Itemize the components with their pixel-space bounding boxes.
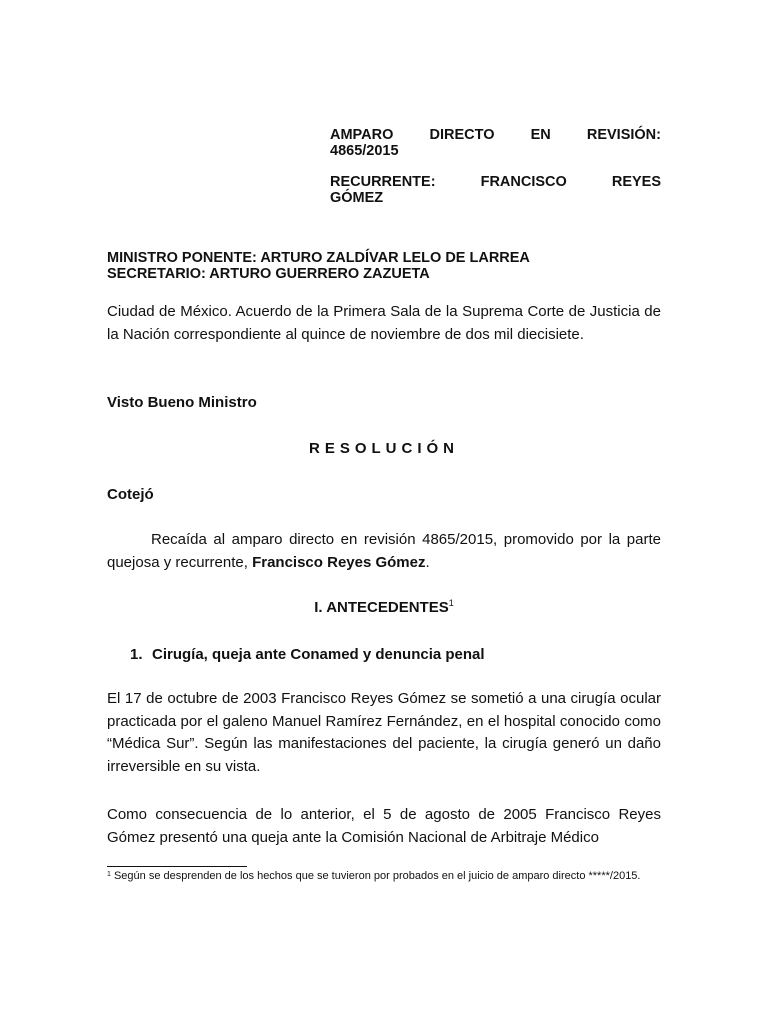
antecedentes-title: I. ANTECEDENTES — [314, 599, 449, 616]
cotejo-label: Cotejó — [107, 486, 154, 503]
footnote-divider — [107, 866, 247, 867]
visto-bueno-label: Visto Bueno Ministro — [107, 394, 257, 411]
recurrente-line-1: RECURRENTE: FRANCISCO REYES — [330, 174, 661, 190]
footnote-text: Según se desprenden de los hechos que se tuvieron por probados en el juicio de amparo directo *****/2015. — [110, 870, 641, 882]
section-title: Cirugía, queja ante Conamed y denuncia penal — [152, 646, 485, 663]
paragraph-cirugia: El 17 de octubre de 2003 Francisco Reyes Gómez se sometió a una cirugía ocular practicada por el galeno Manuel Ramírez Fernández, en el hospital conocido como “Médica Sur”. Según las manifestaciones del paciente, la cirugía generó un daño irreversible en su vista. — [107, 690, 661, 775]
paragraph-recaida — [107, 529, 661, 574]
case-number-line-1: AMPARO DIRECTO EN REVISIÓN: — [330, 127, 661, 143]
section-heading-1 — [130, 646, 485, 663]
recaida-text: Recaída al amparo directo en revisión 4865/2015, promovido por la parte quejosa y recurrente, — [107, 531, 661, 571]
secretario: SECRETARIO: ARTURO GUERRERO ZAZUETA — [107, 266, 430, 282]
footnote — [107, 869, 661, 883]
footnote-marker: 1 — [107, 871, 111, 878]
recaida-suffix: . — [425, 553, 430, 571]
paragraph-queja: Como consecuencia de lo anterior, el 5 de agosto de 2005 Francisco Reyes Gómez presentó una queja ante la Comisión Nacional de Arbitraje Médico — [107, 806, 661, 846]
ministro-block — [107, 250, 530, 282]
case-number-line-2: 4865/2015 — [330, 143, 399, 159]
footnote-reference[interactable]: 1 — [448, 598, 454, 608]
resolucion-title: RESOLUCIÓN — [308, 440, 459, 457]
section-number: 1. — [130, 646, 143, 663]
paragraph-ciudad: Ciudad de México. Acuerdo de la Primera Sala de la Suprema Corte de Justicia de la Nación correspondiente al quince de noviembre de dos mil diecisiete. — [107, 303, 661, 343]
ministro-ponente: MINISTRO PONENTE: ARTURO ZALDÍVAR LELO DE LARREA — [107, 250, 530, 266]
case-number-header — [330, 127, 661, 159]
recaida-name: Francisco Reyes Gómez — [252, 553, 426, 571]
recurrente-header — [330, 174, 661, 206]
recurrente-line-2: GÓMEZ — [330, 190, 384, 206]
antecedentes-heading — [107, 598, 661, 616]
